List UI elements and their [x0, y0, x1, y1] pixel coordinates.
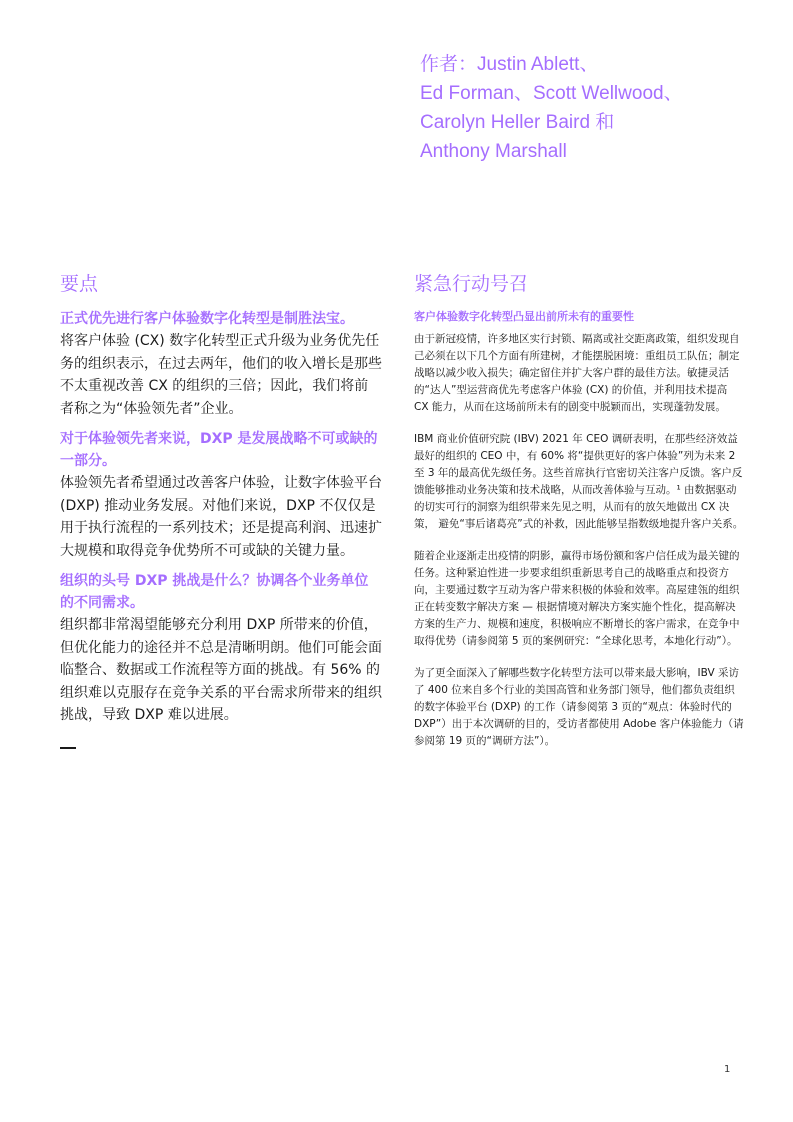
author-line: Anthony Marshall [420, 141, 567, 162]
section-end-dash [60, 747, 76, 749]
author-line: 作者：Justin Ablett、 [420, 54, 599, 75]
page-number: 1 [724, 1064, 731, 1075]
key-point-body: 组织都非常渴望能够充分利用 DXP 所带来的价值，但优化能力的途径并不总是清晰明朗。他们可能会面临整合、数据或工作流程等方面的挑战。有 56% 的组织难以克服存在竞争关系的平台需求所带来的组织挑战，导致 DXP 难以进展。 [60, 617, 382, 723]
author-line: Ed Forman、Scott Wellwood、 [420, 83, 683, 104]
author-block [420, 50, 760, 166]
key-point-heading: 组织的头号 DXP 挑战是什么？协调各个业务单位的不同需求。 [60, 573, 369, 611]
key-point-heading: 对于体验领先者来说，DXP 是发展战略不可或缺的一部分。 [60, 431, 378, 469]
paragraph: IBM 商业价值研究院 (IBV) 2021 年 CEO 调研表明，在那些经济效益最好的组织的 CEO 中，有 60% 将“提供更好的客户体验”列为未来 2 至 3 年的最高优先级任务。这些首席执行官密切关注客户反馈。客户反馈能够推动业务决策和技术战略，从而改善体验与互动。¹ 由数据驱动的切实可行的洞察为组织带来先见之明，从而有的放矢地做出 CX 决策， 避免“事后诸葛亮”式的补救，因此能够呈指数级地提升客户关系。 [414, 433, 744, 530]
call-to-action-subtitle: 客户体验数字化转型凸显出前所未有的重要性 [414, 310, 634, 323]
key-point-heading: 正式优先进行客户体验数字化转型是制胜法宝。 [60, 311, 354, 327]
paragraph: 随着企业逐渐走出疫情的阴影，赢得市场份额和客户信任成为最关键的任务。这种紧迫性进一步要求组织重新思考自己的战略重点和投资方向，主要通过数字互动为客户带来积极的体验和效率。高屋建瓴的组织正在转变数字解决方案 — 根据情境对解决方案实施个性化，提高解决方案的生产力、规模和速度，积极响应不断增长的客户需求，在竞争中取得优势（请参阅第 5 页的案例研究：“全球化思考，本地化行动”）。 [414, 550, 740, 647]
key-points-title: 要点 [60, 273, 99, 295]
call-to-action-title: 紧急行动号召 [414, 273, 529, 295]
call-to-action-column [414, 270, 744, 765]
paragraph: 为了更全面深入了解哪些数字化转型方法可以带来最大影响，IBV 采访了 400 位来自多个行业的美国高管和业务部门领导，他们都负责组织的数字体验平台 (DXP) 的工作（请参阅第 3 页的“观点：体验时代的 DXP”）出于本次调研的目的，受访者都使用 Adobe 客户体验能力（请参阅第 19 页的“调研方法”）。 [414, 667, 744, 747]
key-point-body: 将客户体验 (CX) 数字化转型正式升级为业务优先任务的组织表示，在过去两年，他们的收入增长是那些不太重视改善 CX 的组织的三倍；因此，我们将前者称之为“体验领先者”企业。 [60, 333, 382, 417]
author-line: Carolyn Heller Baird 和 [420, 112, 615, 133]
key-point-body: 体验领先者希望通过改善客户体验，让数字体验平台 (DXP) 推动业务发展。对他们来说，DXP 不仅仅是用于执行流程的一系列技术；还是提高利润、迅速扩大规模和取得竞争优势所不可或缺的关键力量。 [60, 475, 382, 559]
key-points-column [60, 270, 382, 749]
paragraph: 由于新冠疫情，许多地区实行封锁、隔离或社交距离政策，组织发现自己必须在以下几个方面有所建树，才能摆脱困境：重组员工队伍；制定战略以减少收入损失；确定留住并扩大客户群的最佳方法。敏捷灵活的“达人”型运营商优先考虑客户体验 (CX) 的价值，并利用技术提高 CX 能力，从而在这场前所未有的剧变中脱颖而出，实现蓬勃发展。 [414, 333, 740, 413]
